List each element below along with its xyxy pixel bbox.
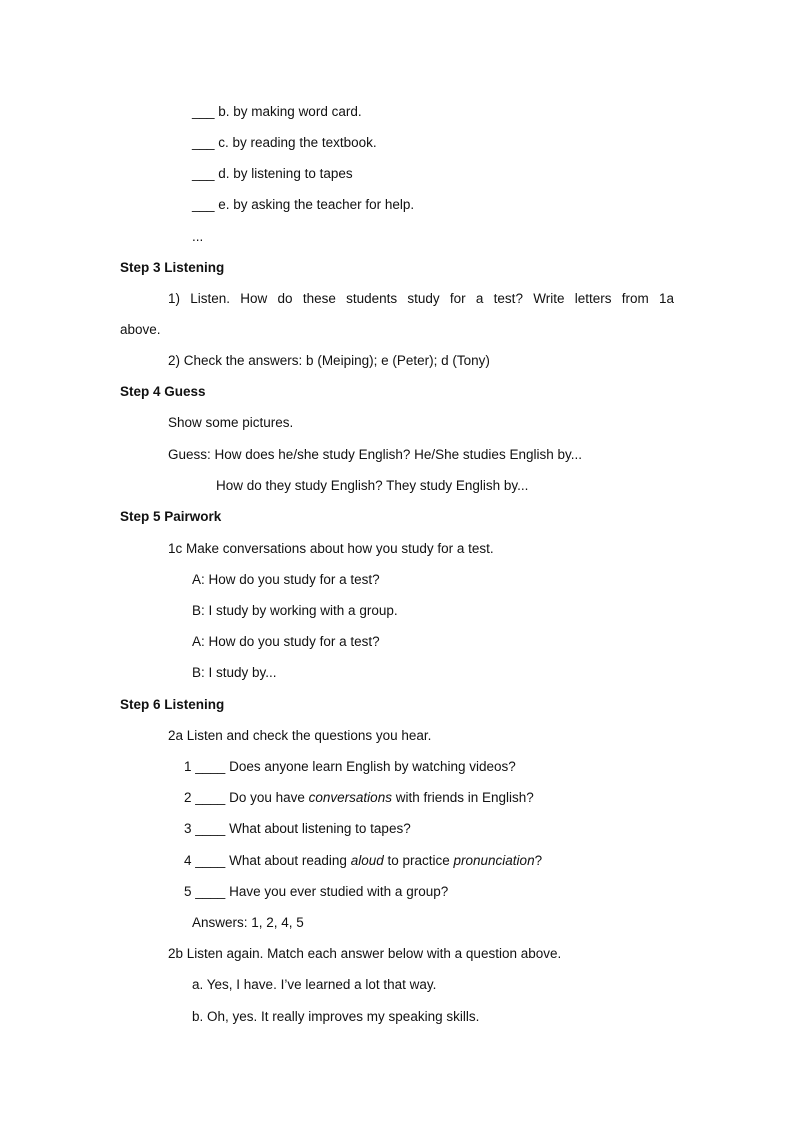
answer-blank: ____: [195, 759, 226, 774]
question-italic-word: pronunciation: [453, 853, 535, 868]
dialogue-line: B: I study by working with a group.: [192, 603, 398, 618]
question-number: 2: [184, 790, 192, 805]
response-item: a. Yes, I have. I’ve learned a lot that way.: [192, 977, 437, 992]
question-italic-word: conversations: [308, 790, 392, 805]
step3-item2: 2) Check the answers: b (Meiping); e (Peter); d (Tony): [168, 353, 490, 368]
answers-line: Answers: 1, 2, 4, 5: [192, 915, 304, 930]
answer-blank: ____: [195, 884, 226, 899]
question-italic-word: aloud: [350, 853, 384, 868]
dialogue-line: B: I study by...: [192, 665, 277, 680]
question-text: Have you ever studied with a group?: [229, 884, 449, 899]
question-text-mid: to practice: [383, 853, 454, 868]
dialogue-line: A: How do you study for a test?: [192, 634, 380, 649]
question-item: [184, 788, 534, 808]
step5-task: 1c Make conversations about how you study for a test.: [168, 541, 494, 556]
answer-blank: ____: [195, 790, 226, 805]
question-item: [184, 882, 448, 902]
question-text: Does anyone learn English by watching videos?: [229, 759, 516, 774]
step4-heading: Step 4 Guess: [120, 384, 206, 399]
step4-instruction: Show some pictures.: [168, 415, 294, 430]
option-ellipsis: ...: [192, 229, 204, 244]
step6-task-2b: 2b Listen again. Match each answer below with a question above.: [168, 946, 562, 961]
question-item: [184, 757, 516, 777]
step4-guess-line1: Guess: How does he/she study English? He/She studies English by...: [168, 447, 582, 462]
step6-heading: Step 6 Listening: [120, 697, 225, 712]
dialogue-line: A: How do you study for a test?: [192, 572, 380, 587]
question-text-end: ?: [534, 853, 543, 868]
option-b: ___ b. by making word card.: [192, 104, 362, 119]
answer-blank: ____: [195, 853, 226, 868]
response-item: b. Oh, yes. It really improves my speaking skills.: [192, 1009, 480, 1024]
question-item: [184, 851, 542, 871]
question-text-end: with friends in English?: [391, 790, 534, 805]
question-text: Do you have: [229, 790, 309, 805]
step4-guess-line2: How do they study English? They study English by...: [216, 478, 529, 493]
option-c: ___ c. by reading the textbook.: [192, 135, 377, 150]
step6-task-2a: 2a Listen and check the questions you hear.: [168, 728, 432, 743]
step3-item1-line2: above.: [120, 322, 161, 337]
option-e: ___ e. by asking the teacher for help.: [192, 197, 415, 212]
question-number: 3: [184, 821, 192, 836]
answer-blank: ____: [195, 821, 226, 836]
step5-heading: Step 5 Pairwork: [120, 509, 222, 524]
question-number: 4: [184, 853, 192, 868]
question-text: What about reading: [229, 853, 351, 868]
question-number: 1: [184, 759, 192, 774]
question-text: What about listening to tapes?: [229, 821, 411, 836]
option-d: ___ d. by listening to tapes: [192, 166, 353, 181]
step3-heading: Step 3 Listening: [120, 260, 225, 275]
question-number: 5: [184, 884, 192, 899]
question-item: [184, 819, 411, 839]
step3-item1-line1: 1) Listen. How do these students study for a test? Write letters from 1a: [168, 291, 674, 306]
